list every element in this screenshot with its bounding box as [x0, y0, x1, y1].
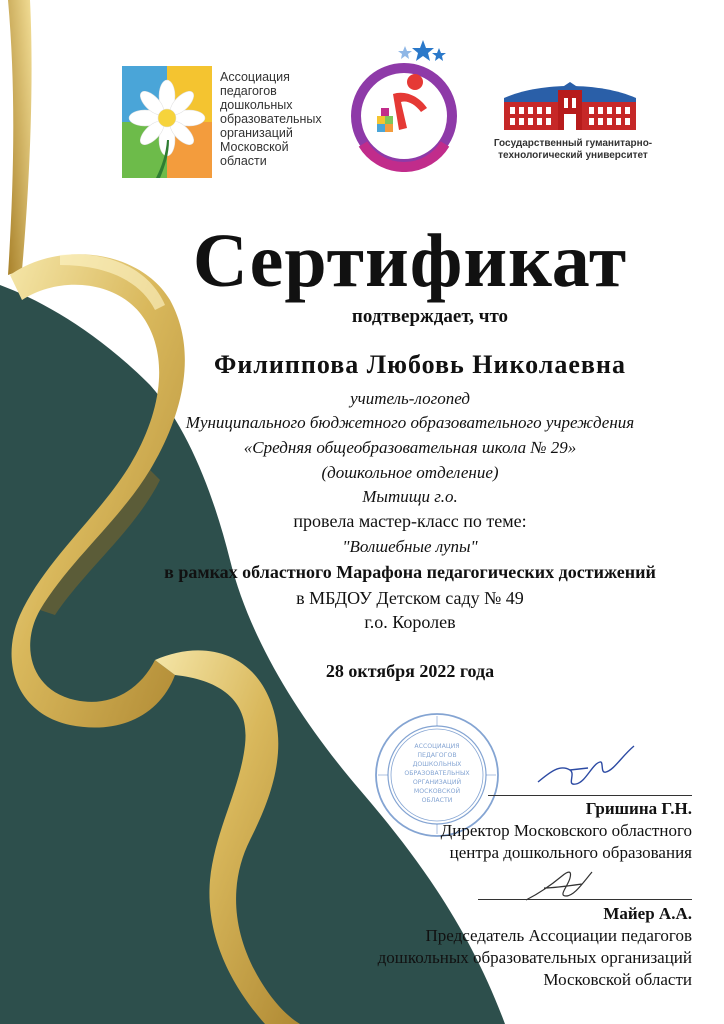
organization-line-2: «Средняя общеобразовательная школа № 29» — [243, 438, 577, 457]
university-logo-text: Государственный гуманитарно- технологический университет — [493, 138, 653, 161]
marathon-logo-icon — [345, 34, 463, 172]
recipient-city: Мытищи г.о. — [362, 487, 458, 506]
association-logo-text: Ассоциация педагогов дошкольных образовательных организаций Московской области — [220, 70, 322, 168]
signer-2-title-line-3: Московской области — [543, 970, 692, 989]
stamp-line: ПЕДАГОГОВ — [417, 752, 457, 759]
signer-1-name: Гришина Г.Н. — [585, 799, 692, 818]
recipient-name: Филиппова Любовь Николаевна — [214, 350, 626, 379]
signature-line-1 — [488, 795, 692, 796]
signature-line-2 — [478, 899, 692, 900]
activity-text: провела мастер-класс по теме: — [293, 511, 527, 531]
organization-line-1: Муниципального бюджетного образовательного учреждения — [185, 413, 635, 432]
signer-1 — [441, 798, 692, 864]
stamp-line: ОБРАЗОВАТЕЛЬНЫХ — [404, 770, 470, 777]
venue-text: в МБДОУ Детском саду № 49 — [296, 588, 524, 608]
ribbon-top-strip — [8, 0, 32, 275]
venue-city-text: г.о. Королев — [364, 612, 456, 632]
recipient-position: учитель-логопед — [350, 389, 470, 408]
signer-2 — [378, 903, 692, 991]
stamp-line: ОБЛАСТИ — [421, 797, 453, 804]
signature-1-icon — [530, 742, 640, 792]
stamp-line: ДОШКОЛЬНЫХ — [412, 761, 462, 768]
confirms-text: подтверждает, что — [351, 306, 509, 327]
event-text: в рамках областного Марафона педагогических достижений — [164, 562, 656, 582]
signer-2-name: Майер А.А. — [603, 904, 692, 923]
association-logo-icon — [122, 66, 212, 178]
stamp-line: ОРГАНИЗАЦИЙ — [412, 779, 462, 786]
certificate-title: Сертификат — [192, 219, 628, 303]
signer-1-title-line-2: центра дошкольного образования — [449, 843, 692, 862]
signer-1-title-line-1: Директор Московского областного — [440, 821, 692, 840]
university-building-icon — [500, 80, 640, 132]
signature-2-icon — [520, 866, 600, 906]
signer-2-title-line-1: Председатель Ассоциации педагогов — [425, 926, 692, 945]
organization-line-3: (дошкольное отделение) — [321, 463, 499, 482]
topic-text: "Волшебные лупы" — [342, 537, 478, 556]
certificate-date: 28 октября 2022 года — [325, 661, 495, 681]
signer-2-title-line-2: дошкольных образовательных организаций — [377, 948, 692, 967]
stamp-line: МОСКОВСКОЙ — [413, 788, 461, 795]
stamp-line: АССОЦИАЦИЯ — [414, 743, 460, 750]
